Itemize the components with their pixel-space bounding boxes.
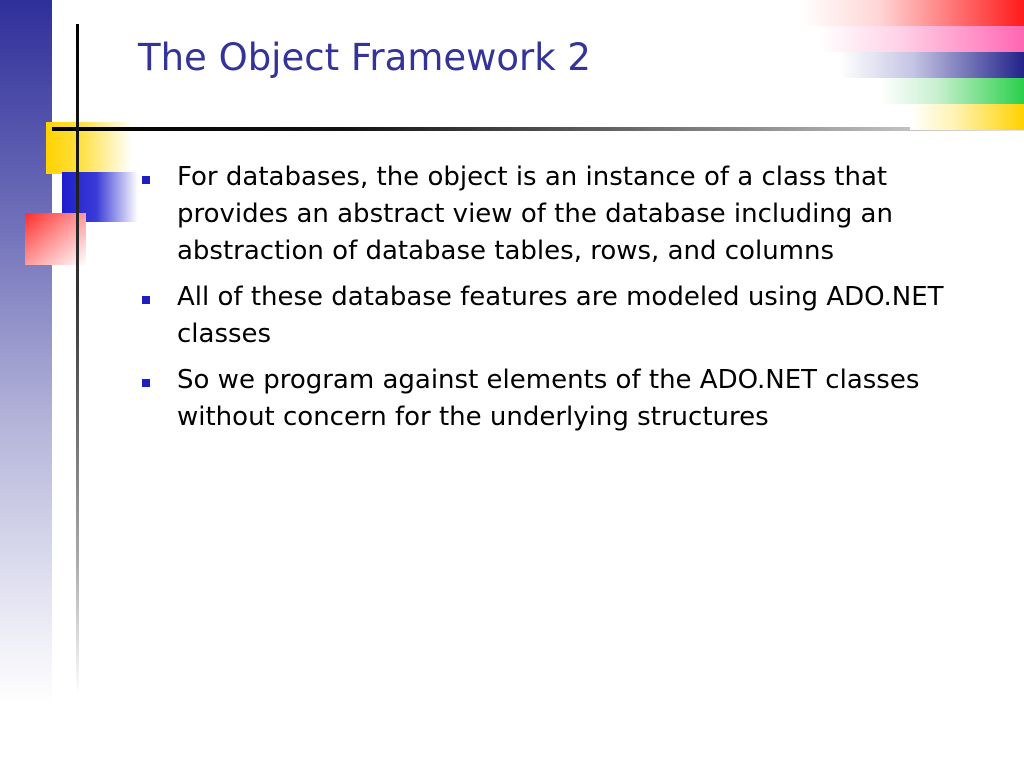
red-corner-stripe [800,0,1024,26]
pink-corner-stripe [820,26,1024,52]
vertical-divider-line [76,24,79,694]
bullet-list [138,159,998,445]
navy-corner-stripe [840,52,1024,78]
bullet-text: So we program against elements of the ADO.NET classes without concern for the underlying structures [177,365,920,432]
bullet-item [138,279,998,353]
square-bullet-icon [142,296,150,304]
bullet-text: All of these database features are modeled using ADO.NET classes [177,282,944,349]
green-corner-stripe [880,78,1024,104]
left-gradient-bar [0,0,52,705]
bullet-text: For databases, the object is an instance of a class that provides an abstract view of the database including an abstraction of database tables, rows, and columns [177,162,893,266]
yellow-corner-stripe [910,104,1024,130]
bullet-item [138,159,998,270]
square-bullet-icon [142,176,150,184]
title-divider-line [52,127,1024,131]
square-bullet-icon [142,379,150,387]
slide-title: The Object Framework 2 [138,36,591,79]
bullet-item [138,362,998,436]
